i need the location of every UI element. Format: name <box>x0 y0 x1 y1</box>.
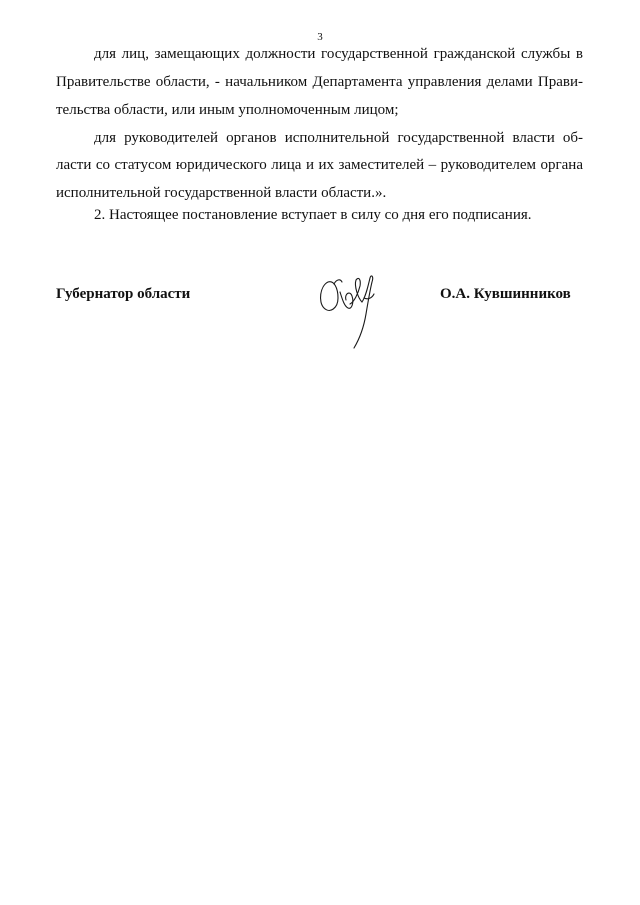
paragraph-line: для лиц, замещающих должности государственной гражданской службы в <box>94 46 583 62</box>
paragraph-line: 2. Настоящее постановление вступает в силу со дня его подписания. <box>94 207 532 223</box>
paragraph-line: ласти со статусом юридического лица и их заместителей – руководителем органа <box>56 157 583 173</box>
page-number: 3 <box>317 31 323 43</box>
signatory-name: О.А. Кувшинников <box>440 286 571 302</box>
paragraph-line: тельства области, или иным уполномоченным лицом; <box>56 102 399 118</box>
handwritten-signature <box>314 268 386 354</box>
paragraph-line: Правительстве области, - начальником Департамента управления делами Прави- <box>56 74 583 90</box>
paragraph-line: для руководителей органов исполнительной государственной власти об- <box>94 130 583 146</box>
paragraph-line: исполнительной государственной власти области.». <box>56 185 387 201</box>
signatory-title: Губернатор области <box>56 286 191 302</box>
